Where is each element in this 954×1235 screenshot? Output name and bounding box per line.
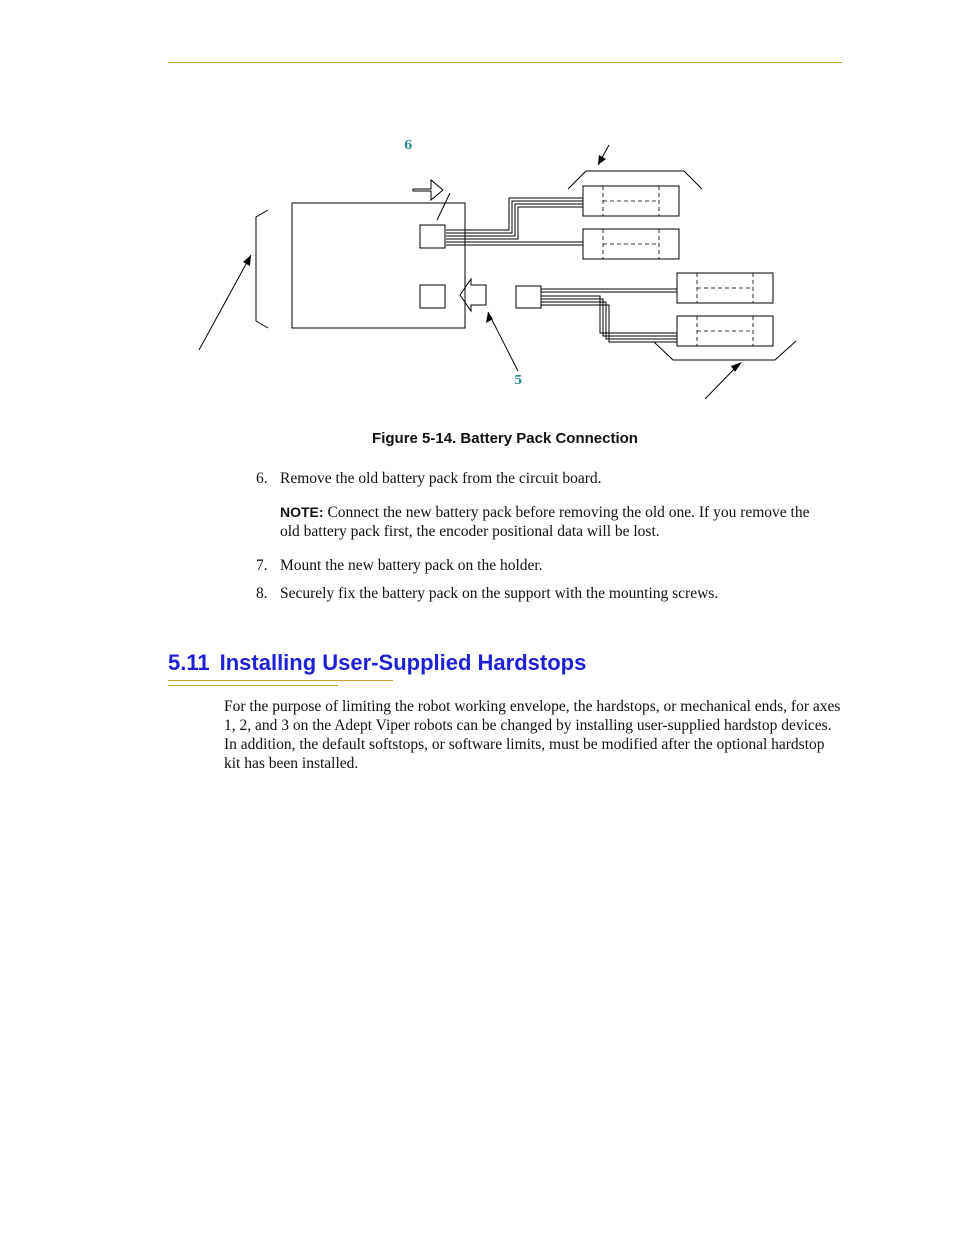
callout-6: 6 (404, 138, 413, 152)
battery-pack-diagram (190, 125, 810, 410)
insert-arrow-5 (460, 279, 486, 311)
note-block (280, 503, 820, 541)
insert-arrow-6 (413, 180, 443, 200)
list-item (256, 469, 602, 488)
note-label: NOTE: (280, 504, 324, 520)
circuit-board (292, 203, 465, 328)
board-connector-upper (420, 225, 445, 248)
step-text: Mount the new battery pack on the holder. (280, 557, 543, 574)
list-item (256, 556, 543, 575)
step-text: Remove the old battery pack from the circuit board. (280, 470, 602, 487)
step-number: 7. (256, 557, 268, 574)
board-connector-lower (420, 285, 445, 308)
step-number: 6. (256, 470, 268, 487)
new-pack-connector (516, 286, 541, 308)
figure-caption: Figure 5-14. Battery Pack Connection (372, 430, 638, 447)
section-number: 5.11 (168, 650, 210, 675)
heading-rule (168, 680, 393, 681)
section-title: Installing User-Supplied Hardstops (219, 650, 587, 675)
step-number: 8. (256, 585, 268, 602)
heading-rule (168, 685, 338, 686)
list-item (256, 584, 718, 603)
note-text: Connect the new battery pack before removing the old one. If you remove the old battery pack first, the encoder positional data will be lost. (280, 504, 810, 540)
section-heading (168, 650, 586, 676)
section-paragraph: For the purpose of limiting the robot working envelope, the hardstops, or mechanical ends, for axes 1, 2, and 3 on the Adept Viper robots can be changed by installing user-supplied hardstop devices. In addition, the default softstops, or software limits, must be modified after the optional hardstop kit has been installed. (224, 698, 841, 772)
header-rule (168, 62, 842, 63)
callout-5: 5 (514, 373, 523, 387)
step-text: Securely fix the battery pack on the support with the mounting screws. (280, 585, 719, 602)
